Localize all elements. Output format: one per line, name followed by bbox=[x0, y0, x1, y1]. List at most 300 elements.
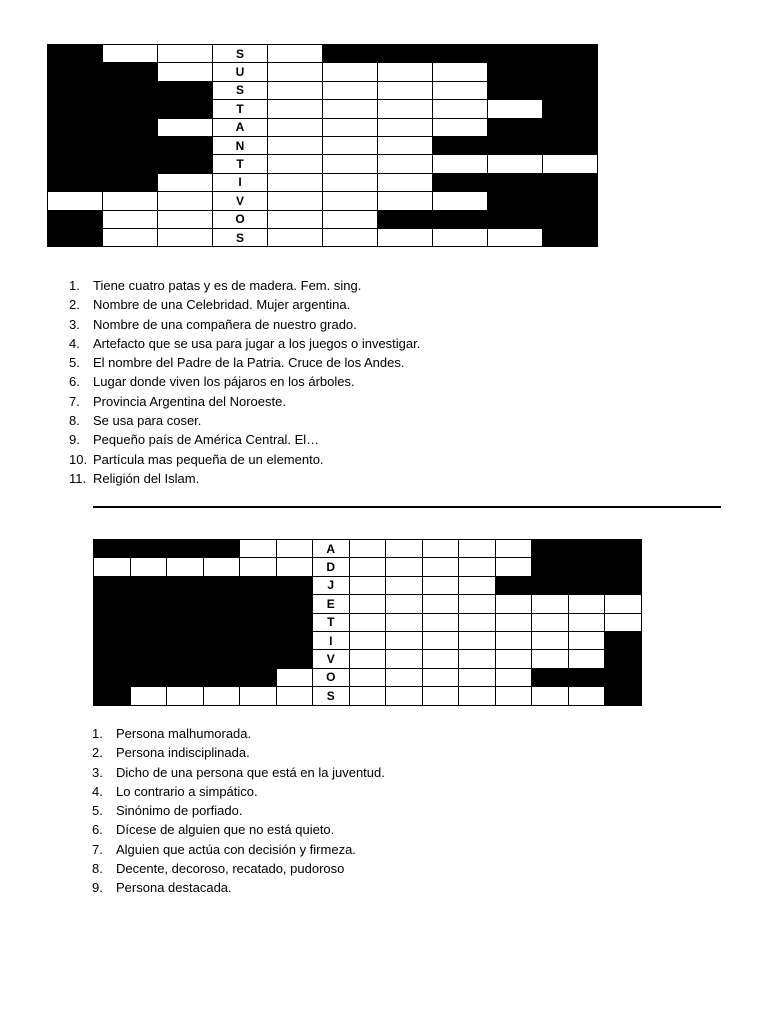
answer-cell[interactable] bbox=[349, 631, 386, 649]
answer-cell[interactable] bbox=[422, 668, 459, 686]
blocked-cell bbox=[158, 136, 213, 154]
answer-cell[interactable] bbox=[158, 45, 213, 63]
answer-cell[interactable] bbox=[268, 228, 323, 246]
blocked-cell bbox=[203, 668, 240, 686]
clue-number: 3. bbox=[69, 316, 80, 332]
answer-cell[interactable] bbox=[422, 650, 459, 668]
blocked-cell bbox=[488, 210, 543, 228]
key-letter-cell: V bbox=[213, 192, 268, 210]
blocked-cell bbox=[568, 540, 605, 558]
blocked-cell bbox=[276, 631, 313, 649]
blocked-cell bbox=[167, 613, 204, 631]
grid-row bbox=[48, 118, 598, 136]
answer-cell[interactable] bbox=[349, 558, 386, 576]
blocked-cell bbox=[433, 136, 488, 154]
blocked-cell bbox=[94, 613, 131, 631]
grid-row bbox=[48, 228, 598, 246]
blocked-cell bbox=[433, 173, 488, 191]
grid-row bbox=[94, 650, 642, 668]
section-divider bbox=[93, 506, 721, 508]
answer-cell[interactable] bbox=[459, 558, 496, 576]
blocked-cell bbox=[276, 613, 313, 631]
answer-cell[interactable] bbox=[349, 668, 386, 686]
key-letter-cell: A bbox=[213, 118, 268, 136]
answer-cell[interactable] bbox=[568, 595, 605, 613]
answer-cell[interactable] bbox=[349, 540, 386, 558]
blocked-cell bbox=[103, 81, 158, 99]
crossword-sustantivos-body bbox=[48, 45, 598, 247]
clue-number: 4. bbox=[92, 783, 103, 799]
blocked-cell bbox=[240, 631, 277, 649]
blocked-cell bbox=[94, 576, 131, 594]
blocked-cell bbox=[103, 118, 158, 136]
answer-cell[interactable] bbox=[323, 155, 378, 173]
blocked-cell bbox=[48, 210, 103, 228]
blocked-cell bbox=[94, 595, 131, 613]
answer-cell[interactable] bbox=[103, 228, 158, 246]
answer-cell[interactable] bbox=[532, 595, 569, 613]
answer-cell[interactable] bbox=[323, 81, 378, 99]
blocked-cell bbox=[605, 687, 642, 705]
answer-cell[interactable] bbox=[276, 687, 313, 705]
answer-cell[interactable] bbox=[378, 228, 433, 246]
clue-number: 9. bbox=[69, 432, 80, 448]
key-letter-cell: I bbox=[213, 173, 268, 191]
answer-cell[interactable] bbox=[543, 155, 598, 173]
answer-cell[interactable] bbox=[495, 631, 532, 649]
grid-row bbox=[48, 210, 598, 228]
blocked-cell bbox=[488, 173, 543, 191]
answer-cell[interactable] bbox=[323, 192, 378, 210]
answer-cell[interactable] bbox=[459, 613, 496, 631]
grid-row bbox=[48, 45, 598, 63]
blocked-cell bbox=[532, 558, 569, 576]
blocked-cell bbox=[568, 668, 605, 686]
clue-text: Se usa para coser. bbox=[93, 413, 202, 429]
answer-cell[interactable] bbox=[459, 631, 496, 649]
blocked-cell bbox=[167, 540, 204, 558]
blocked-cell bbox=[543, 45, 598, 63]
answer-cell[interactable] bbox=[495, 650, 532, 668]
blocked-cell bbox=[240, 576, 277, 594]
answer-cell[interactable] bbox=[378, 63, 433, 81]
crossword-adjetivos-grid bbox=[93, 539, 642, 706]
answer-cell[interactable] bbox=[158, 210, 213, 228]
answer-cell[interactable] bbox=[103, 45, 158, 63]
answer-cell[interactable] bbox=[386, 650, 423, 668]
key-letter-cell: S bbox=[213, 45, 268, 63]
answer-cell[interactable] bbox=[459, 650, 496, 668]
answer-cell[interactable] bbox=[378, 136, 433, 154]
answer-cell[interactable] bbox=[422, 595, 459, 613]
grid-row bbox=[48, 81, 598, 99]
answer-cell[interactable] bbox=[268, 136, 323, 154]
answer-cell[interactable] bbox=[532, 687, 569, 705]
clue-text: Nombre de una compañera de nuestro grado. bbox=[93, 316, 357, 332]
blocked-cell bbox=[130, 595, 167, 613]
blocked-cell bbox=[94, 650, 131, 668]
blocked-cell bbox=[605, 650, 642, 668]
blocked-cell bbox=[94, 687, 131, 705]
blocked-cell bbox=[605, 540, 642, 558]
blocked-cell bbox=[48, 155, 103, 173]
answer-cell[interactable] bbox=[240, 540, 277, 558]
answer-cell[interactable] bbox=[323, 63, 378, 81]
blocked-cell bbox=[433, 210, 488, 228]
clue-number: 1. bbox=[69, 278, 80, 293]
answer-cell[interactable] bbox=[495, 595, 532, 613]
key-letter-cell: S bbox=[213, 81, 268, 99]
blocked-cell bbox=[48, 45, 103, 63]
blocked-cell bbox=[276, 576, 313, 594]
answer-cell[interactable] bbox=[349, 613, 386, 631]
answer-cell[interactable] bbox=[268, 173, 323, 191]
answer-cell[interactable] bbox=[203, 558, 240, 576]
blocked-cell bbox=[543, 63, 598, 81]
clue-text: Lo contrario a simpático. bbox=[116, 783, 258, 799]
answer-cell[interactable] bbox=[386, 631, 423, 649]
blocked-cell bbox=[568, 558, 605, 576]
clue-text: El nombre del Padre de la Patria. Cruce de los Andes. bbox=[93, 355, 405, 371]
answer-cell[interactable] bbox=[378, 173, 433, 191]
blocked-cell bbox=[130, 540, 167, 558]
answer-cell[interactable] bbox=[323, 118, 378, 136]
answer-cell[interactable] bbox=[323, 173, 378, 191]
clue-number: 10. bbox=[69, 451, 88, 467]
blocked-cell bbox=[543, 192, 598, 210]
answer-cell[interactable] bbox=[158, 228, 213, 246]
blocked-cell bbox=[240, 650, 277, 668]
answer-cell[interactable] bbox=[422, 558, 459, 576]
clue-number: 11. bbox=[69, 470, 87, 486]
blocked-cell bbox=[203, 576, 240, 594]
key-letter-cell: J bbox=[313, 576, 350, 594]
blocked-cell bbox=[203, 595, 240, 613]
answer-cell[interactable] bbox=[386, 558, 423, 576]
blocked-cell bbox=[158, 81, 213, 99]
answer-cell[interactable] bbox=[605, 613, 642, 631]
blocked-cell bbox=[543, 118, 598, 136]
blocked-cell bbox=[543, 81, 598, 99]
clue-number: 6. bbox=[92, 822, 103, 838]
blocked-cell bbox=[240, 668, 277, 686]
answer-cell[interactable] bbox=[386, 687, 423, 705]
answer-cell[interactable] bbox=[433, 81, 488, 99]
clue-text: Sinónimo de porfiado. bbox=[116, 803, 243, 819]
key-letter-cell: S bbox=[213, 228, 268, 246]
blocked-cell bbox=[203, 650, 240, 668]
answer-cell[interactable] bbox=[568, 613, 605, 631]
key-letter-cell: N bbox=[213, 136, 268, 154]
answer-cell[interactable] bbox=[488, 155, 543, 173]
key-letter-cell: O bbox=[213, 210, 268, 228]
clue-number: 6. bbox=[69, 374, 80, 390]
answer-cell[interactable] bbox=[568, 631, 605, 649]
answer-cell[interactable] bbox=[268, 100, 323, 118]
blocked-cell bbox=[605, 558, 642, 576]
grid-row bbox=[94, 687, 642, 705]
blocked-cell bbox=[48, 136, 103, 154]
answer-cell[interactable] bbox=[378, 155, 433, 173]
key-letter-cell: I bbox=[313, 631, 350, 649]
clue-text: Persona indisciplinada. bbox=[116, 745, 250, 761]
key-letter-cell: T bbox=[313, 613, 350, 631]
key-letter-cell: O bbox=[313, 668, 350, 686]
clue-number: 1. bbox=[92, 726, 103, 741]
answer-cell[interactable] bbox=[268, 192, 323, 210]
answer-cell[interactable] bbox=[94, 558, 131, 576]
blocked-cell bbox=[203, 540, 240, 558]
grid-row bbox=[94, 576, 642, 594]
blocked-cell bbox=[48, 63, 103, 81]
answer-cell[interactable] bbox=[130, 687, 167, 705]
blocked-cell bbox=[532, 576, 569, 594]
answer-cell[interactable] bbox=[167, 687, 204, 705]
clue-number: 3. bbox=[92, 764, 103, 780]
blocked-cell bbox=[532, 540, 569, 558]
blocked-cell bbox=[48, 81, 103, 99]
clue-number: 9. bbox=[92, 880, 103, 896]
blocked-cell bbox=[240, 595, 277, 613]
answer-cell[interactable] bbox=[378, 118, 433, 136]
answer-cell[interactable] bbox=[386, 576, 423, 594]
answer-cell[interactable] bbox=[323, 228, 378, 246]
clue-text: Dicho de una persona que está en la juventud. bbox=[116, 764, 385, 780]
answer-cell[interactable] bbox=[349, 650, 386, 668]
answer-cell[interactable] bbox=[130, 558, 167, 576]
answer-cell[interactable] bbox=[48, 192, 103, 210]
answer-cell[interactable] bbox=[378, 100, 433, 118]
blocked-cell bbox=[543, 100, 598, 118]
answer-cell[interactable] bbox=[568, 687, 605, 705]
answer-cell[interactable] bbox=[103, 192, 158, 210]
clue-text: Religión del Islam. bbox=[93, 470, 200, 486]
blocked-cell bbox=[103, 155, 158, 173]
grid-row bbox=[48, 173, 598, 191]
key-letter-cell: S bbox=[313, 687, 350, 705]
blocked-cell bbox=[103, 100, 158, 118]
answer-cell[interactable] bbox=[495, 613, 532, 631]
answer-cell[interactable] bbox=[433, 63, 488, 81]
clue-text: Persona destacada. bbox=[116, 880, 232, 896]
blocked-cell bbox=[488, 136, 543, 154]
key-letter-cell: A bbox=[313, 540, 350, 558]
answer-cell[interactable] bbox=[422, 540, 459, 558]
answer-cell[interactable] bbox=[568, 650, 605, 668]
answer-cell[interactable] bbox=[422, 613, 459, 631]
clue-number: 2. bbox=[92, 745, 103, 761]
answer-cell[interactable] bbox=[459, 687, 496, 705]
answer-cell[interactable] bbox=[495, 668, 532, 686]
clue-text: Artefacto que se usa para jugar a los juegos o investigar. bbox=[93, 335, 421, 351]
key-letter-cell: T bbox=[213, 155, 268, 173]
clue-text: Lugar donde viven los pájaros en los árboles. bbox=[93, 374, 355, 390]
answer-cell[interactable] bbox=[276, 668, 313, 686]
clue-number: 8. bbox=[92, 861, 103, 877]
answer-cell[interactable] bbox=[378, 192, 433, 210]
answer-cell[interactable] bbox=[268, 81, 323, 99]
grid-row bbox=[94, 558, 642, 576]
blocked-cell bbox=[167, 576, 204, 594]
answer-cell[interactable] bbox=[422, 576, 459, 594]
blocked-cell bbox=[158, 155, 213, 173]
answer-cell[interactable] bbox=[276, 540, 313, 558]
clue-number: 7. bbox=[92, 841, 103, 857]
blocked-cell bbox=[605, 576, 642, 594]
blocked-cell bbox=[433, 45, 488, 63]
answer-cell[interactable] bbox=[386, 668, 423, 686]
answer-cell[interactable] bbox=[488, 228, 543, 246]
answer-cell[interactable] bbox=[386, 595, 423, 613]
grid-row bbox=[94, 595, 642, 613]
answer-cell[interactable] bbox=[433, 192, 488, 210]
blocked-cell bbox=[378, 210, 433, 228]
clue-number: 8. bbox=[69, 413, 80, 429]
clue-number: 7. bbox=[69, 393, 80, 409]
blocked-cell bbox=[103, 173, 158, 191]
blocked-cell bbox=[605, 631, 642, 649]
blocked-cell bbox=[130, 650, 167, 668]
answer-cell[interactable] bbox=[349, 687, 386, 705]
grid-row bbox=[48, 136, 598, 154]
clue-text: Provincia Argentina del Noroeste. bbox=[93, 393, 286, 409]
answer-cell[interactable] bbox=[422, 631, 459, 649]
blocked-cell bbox=[94, 631, 131, 649]
answer-cell[interactable] bbox=[268, 118, 323, 136]
answer-cell[interactable] bbox=[276, 558, 313, 576]
blocked-cell bbox=[94, 540, 131, 558]
answer-cell[interactable] bbox=[323, 100, 378, 118]
answer-cell[interactable] bbox=[268, 155, 323, 173]
key-letter-cell: V bbox=[313, 650, 350, 668]
grid-row bbox=[48, 100, 598, 118]
blocked-cell bbox=[488, 63, 543, 81]
answer-cell[interactable] bbox=[459, 595, 496, 613]
key-letter-cell: U bbox=[213, 63, 268, 81]
blocked-cell bbox=[543, 136, 598, 154]
answer-cell[interactable] bbox=[103, 210, 158, 228]
blocked-cell bbox=[495, 576, 532, 594]
blocked-cell bbox=[167, 631, 204, 649]
answer-cell[interactable] bbox=[323, 136, 378, 154]
answer-cell[interactable] bbox=[268, 210, 323, 228]
blocked-cell bbox=[276, 595, 313, 613]
answer-cell[interactable] bbox=[158, 192, 213, 210]
clue-text: Nombre de una Celebridad. Mujer argentina. bbox=[93, 297, 351, 313]
blocked-cell bbox=[568, 576, 605, 594]
clue-text: Pequeño país de América Central. El… bbox=[93, 432, 320, 448]
grid-row bbox=[48, 155, 598, 173]
answer-cell[interactable] bbox=[349, 576, 386, 594]
grid-row bbox=[48, 192, 598, 210]
answer-cell[interactable] bbox=[158, 63, 213, 81]
answer-cell[interactable] bbox=[268, 45, 323, 63]
answer-cell[interactable] bbox=[158, 173, 213, 191]
grid-row bbox=[94, 613, 642, 631]
clue-text: Decente, decoroso, recatado, pudoroso bbox=[116, 861, 345, 877]
grid-row bbox=[94, 631, 642, 649]
answer-cell[interactable] bbox=[167, 558, 204, 576]
blocked-cell bbox=[130, 668, 167, 686]
answer-cell[interactable] bbox=[532, 631, 569, 649]
answer-cell[interactable] bbox=[459, 540, 496, 558]
answer-cell[interactable] bbox=[495, 540, 532, 558]
crossword-adjetivos-body bbox=[94, 540, 642, 706]
answer-cell[interactable] bbox=[268, 63, 323, 81]
answer-cell[interactable] bbox=[488, 100, 543, 118]
answer-cell[interactable] bbox=[495, 558, 532, 576]
blocked-cell bbox=[48, 118, 103, 136]
blocked-cell bbox=[203, 613, 240, 631]
answer-cell[interactable] bbox=[240, 558, 277, 576]
answer-cell[interactable] bbox=[605, 595, 642, 613]
key-letter-cell: T bbox=[213, 100, 268, 118]
blocked-cell bbox=[130, 631, 167, 649]
answer-cell[interactable] bbox=[433, 228, 488, 246]
answer-cell[interactable] bbox=[532, 613, 569, 631]
grid-row bbox=[48, 63, 598, 81]
blocked-cell bbox=[130, 576, 167, 594]
blocked-cell bbox=[130, 613, 167, 631]
answer-cell[interactable] bbox=[422, 687, 459, 705]
clue-number: 5. bbox=[69, 355, 80, 371]
blocked-cell bbox=[203, 631, 240, 649]
blocked-cell bbox=[94, 668, 131, 686]
answer-cell[interactable] bbox=[349, 595, 386, 613]
clue-number: 5. bbox=[92, 803, 103, 819]
answer-cell[interactable] bbox=[532, 650, 569, 668]
grid-row bbox=[94, 540, 642, 558]
blocked-cell bbox=[605, 668, 642, 686]
blocked-cell bbox=[167, 650, 204, 668]
answer-cell[interactable] bbox=[158, 118, 213, 136]
answer-cell[interactable] bbox=[323, 210, 378, 228]
answer-cell[interactable] bbox=[459, 668, 496, 686]
answer-cell[interactable] bbox=[433, 118, 488, 136]
blocked-cell bbox=[48, 228, 103, 246]
blocked-cell bbox=[543, 228, 598, 246]
blocked-cell bbox=[240, 613, 277, 631]
answer-cell[interactable] bbox=[386, 613, 423, 631]
blocked-cell bbox=[48, 100, 103, 118]
blocked-cell bbox=[488, 45, 543, 63]
answer-cell[interactable] bbox=[203, 687, 240, 705]
clue-text: Dícese de alguien que no está quieto. bbox=[116, 822, 335, 838]
answer-cell[interactable] bbox=[433, 155, 488, 173]
key-letter-cell: E bbox=[313, 595, 350, 613]
answer-cell[interactable] bbox=[459, 576, 496, 594]
clue-number: 4. bbox=[69, 335, 80, 351]
clue-text: Persona malhumorada. bbox=[116, 726, 252, 741]
answer-cell[interactable] bbox=[495, 687, 532, 705]
answer-cell[interactable] bbox=[386, 540, 423, 558]
blocked-cell bbox=[103, 63, 158, 81]
answer-cell[interactable] bbox=[378, 81, 433, 99]
blocked-cell bbox=[323, 45, 378, 63]
answer-cell[interactable] bbox=[433, 100, 488, 118]
blocked-cell bbox=[276, 650, 313, 668]
blocked-cell bbox=[488, 81, 543, 99]
key-letter-cell: D bbox=[313, 558, 350, 576]
blocked-cell bbox=[532, 668, 569, 686]
clue-text: Tiene cuatro patas y es de madera. Fem. sing. bbox=[93, 278, 362, 293]
blocked-cell bbox=[543, 173, 598, 191]
clue-text: Partícula mas pequeña de un elemento. bbox=[93, 451, 324, 467]
answer-cell[interactable] bbox=[240, 687, 277, 705]
crossword-sustantivos-grid bbox=[47, 44, 598, 247]
grid-row bbox=[94, 668, 642, 686]
clue-number: 2. bbox=[69, 297, 80, 313]
